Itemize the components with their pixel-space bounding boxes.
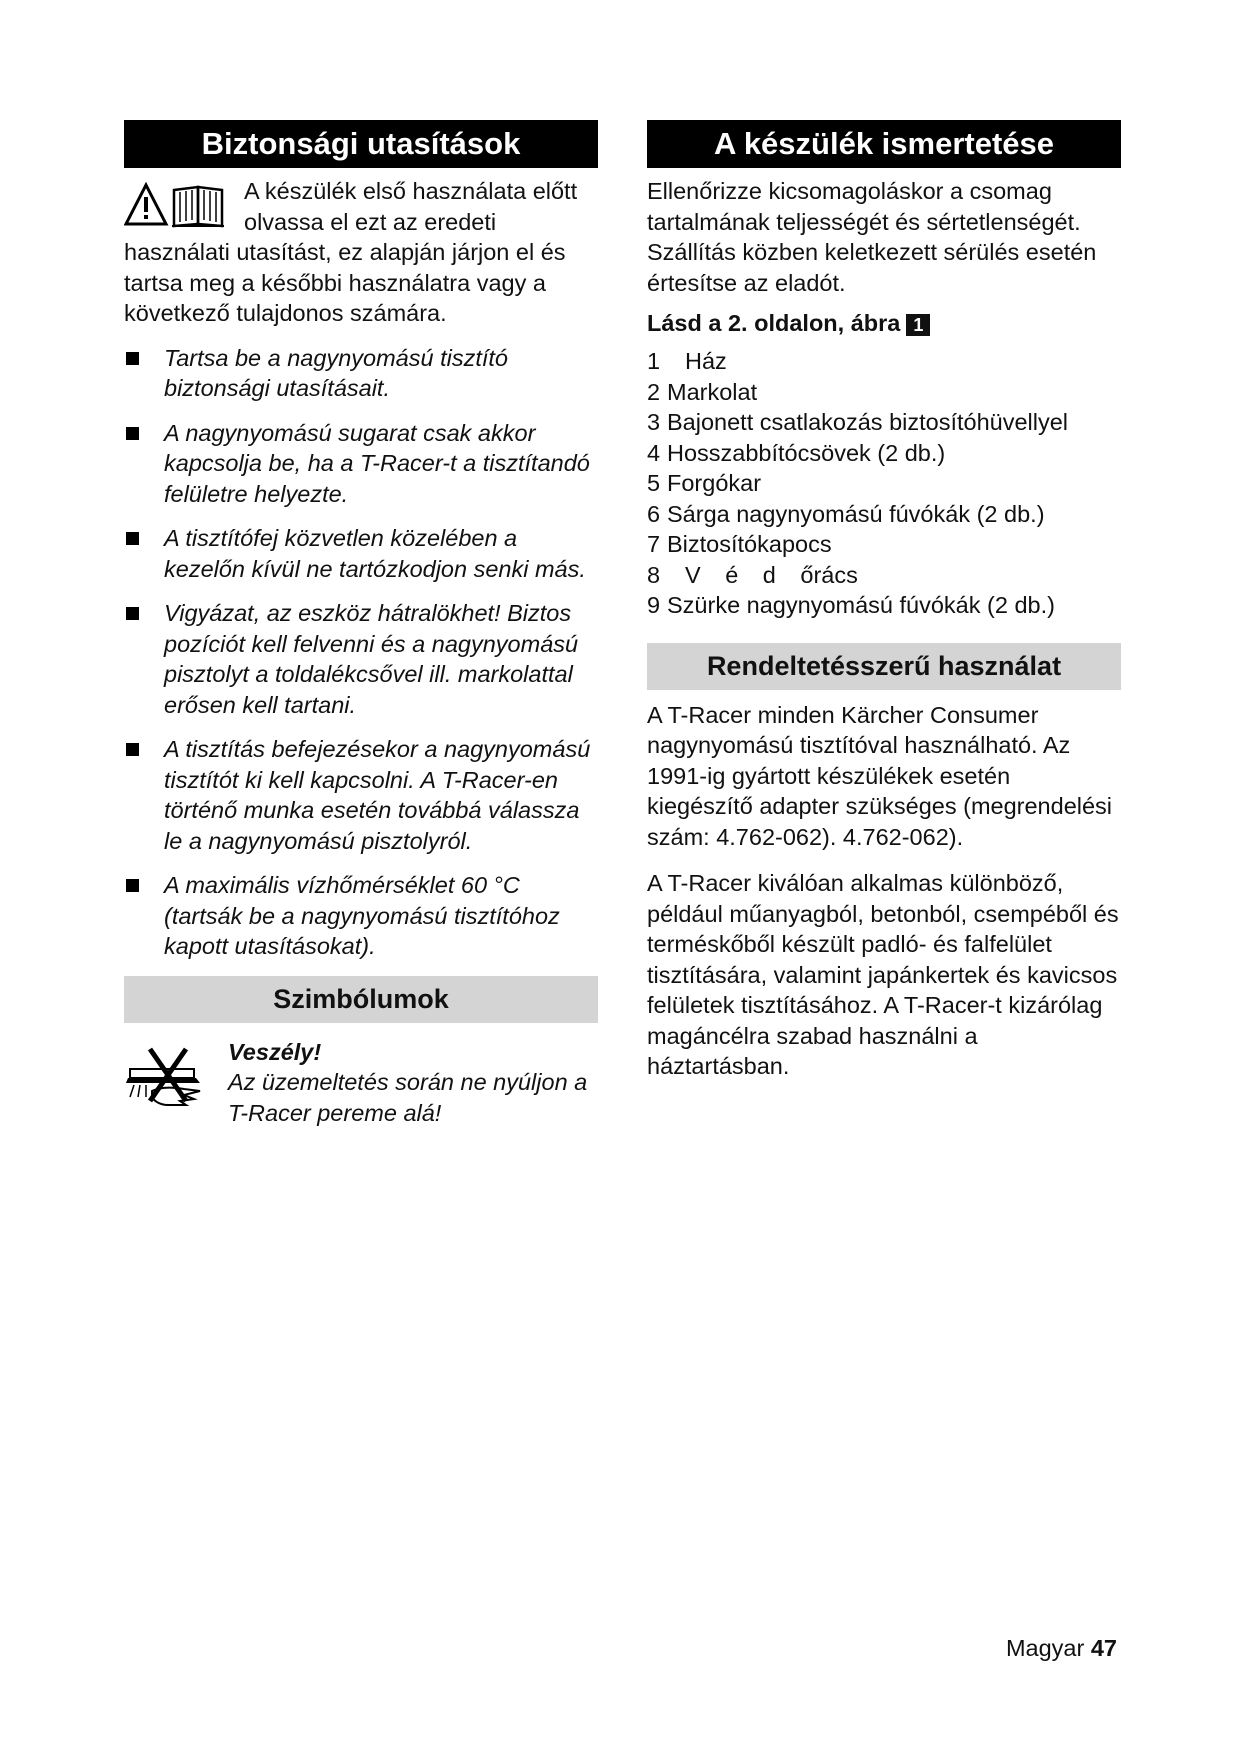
list-item: 6 Sárga nagynyomású fúvókák (2 db.) xyxy=(647,500,1045,527)
hand-danger-icon xyxy=(124,1041,208,1111)
list-item: Vigyázat, az eszköz hátralökhet! Biztos pozíciót kell felvenni és a nagynyomású pisztolyt a toldalékcsővel ill. markolattal erősen kell tartani. xyxy=(124,598,598,720)
bullet-square-icon xyxy=(126,879,139,892)
list-item: 4 Hosszabbítócsövek (2 db.) xyxy=(647,439,946,466)
safety-bullet-list xyxy=(124,343,598,962)
symbols-heading: Szimbólumok xyxy=(124,976,598,1023)
figure-number-badge: 1 xyxy=(906,314,930,336)
parts-list xyxy=(647,346,1121,621)
figure-reference-text: Lásd a 2. oldalon, ábra xyxy=(647,310,901,336)
right-column xyxy=(647,120,1121,1082)
list-item: 3 Bajonett csatlakozás biztosítóhüvellyel xyxy=(647,409,1069,435)
list-item: Tartsa be a nagynyomású tisztító biztonsági utasításait. xyxy=(124,343,598,404)
intended-use-heading: Rendeltetésszerű használat xyxy=(647,643,1121,690)
danger-symbol-row xyxy=(124,1037,598,1129)
list-item: 8 V é d őrács xyxy=(647,561,858,588)
list-item: 2 Markolat xyxy=(647,378,758,405)
list-item: 7 Biztosítókapocs xyxy=(647,531,832,557)
footer-language: Magyar xyxy=(1005,1635,1085,1661)
list-item: 5 Forgókar xyxy=(647,470,762,496)
warning-book-icon xyxy=(124,182,234,228)
figure-reference xyxy=(647,308,1121,338)
safety-heading: Biztonsági utasítások xyxy=(124,120,598,168)
description-heading: A készülék ismertetése xyxy=(647,120,1121,168)
intended-use-paragraph-2: A T-Racer kiválóan alkalmas különböző, például műanyagból, betonból, csempéből és terméskőből készült padló- és falfelület tisztítására, valamint japánkertek és kavicsos felületek tisztításához. A T-Racer-t kizárólag magáncélra szabad használni a háztartásban. xyxy=(647,870,1119,1079)
list-item: 1 Ház xyxy=(647,348,727,374)
list-item: A nagynyomású sugarat csak akkor kapcsolja be, ha a T-Racer-t a tisztítandó felületre helyezte. xyxy=(124,418,598,510)
bullet-square-icon xyxy=(126,352,139,365)
safety-intro xyxy=(124,176,598,329)
list-item: 9 Szürke nagynyomású fúvókák (2 db.) xyxy=(647,592,1055,618)
bullet-square-icon xyxy=(126,427,139,440)
danger-description: Az üzemeltetés során ne nyúljon a T-Racer pereme alá! xyxy=(228,1069,588,1126)
page-number: 47 xyxy=(1090,1635,1117,1661)
list-item: A maximális vízhőmérséklet 60 °C (tartsák be a nagynyomású tisztítóhoz kapott utasításokat). xyxy=(124,870,598,962)
intro-line-2: olvassa el ezt az eredeti xyxy=(244,208,497,235)
list-item: A tisztítás befejezésekor a nagynyomású tisztítót ki kell kapcsolni. A T-Racer-en történő munka esetén továbbá válassza le a nagynyomású pisztolyról. xyxy=(124,734,598,856)
list-item: A tisztítófej közvetlen közelében a kezelőn kívül ne tartózkodjon senki más. xyxy=(124,523,598,584)
page-footer xyxy=(1006,1635,1117,1662)
bullet-square-icon xyxy=(126,743,139,756)
bullet-square-icon xyxy=(126,607,139,620)
intro-rest: használati utasítást, ez alapján járjon el és tartsa meg a későbbi használatra vagy a következő tulajdonos számára. xyxy=(124,239,566,326)
left-column xyxy=(124,120,598,1128)
danger-title: Veszély! xyxy=(228,1038,322,1065)
description-intro: Ellenőrizze kicsomagoláskor a csomag tartalmának teljességét és sértetlenségét. Szállítás közben keletkezett sérülés esetén értesítse az eladót. xyxy=(647,178,1097,296)
intro-line-1: A készülék első használata előtt xyxy=(244,178,578,204)
intended-use-paragraph-1: A T-Racer minden Kärcher Consumer nagynyomású tisztítóval használható. Az 1991-ig gyártott készülékek esetén kiegészítő adapter szükséges (megrendelési szám: 4.762-062). 4.762-062). xyxy=(647,701,1113,850)
bullet-square-icon xyxy=(126,532,139,545)
